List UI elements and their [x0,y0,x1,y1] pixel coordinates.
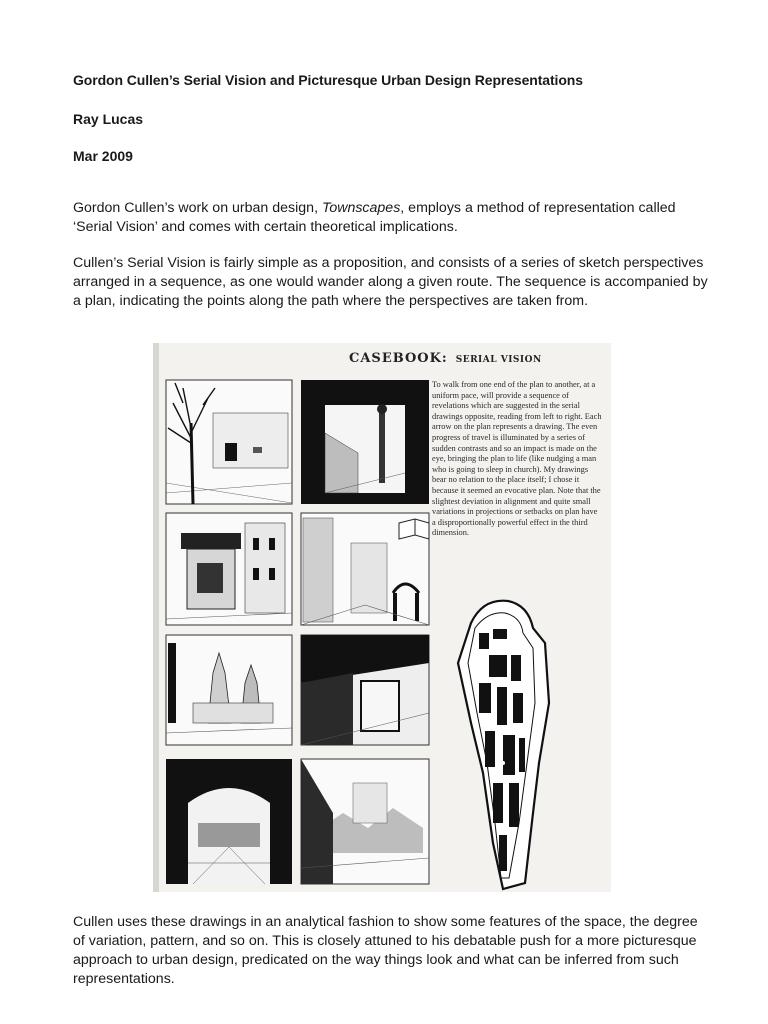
sketch-panel-arch [301,635,429,745]
scan-edge [153,343,159,892]
paragraph-intro-end: , employs a method of representation called ‘Serial Vision’ and comes with certain theoretical implications. [73,200,676,235]
sketch-panel-towers [166,635,292,745]
paragraph-analysis: Cullen uses these drawings in an analytical fashion to show some features of the space, the degree of variation, pattern, and so on. This is closely attuned to his debatable push for a more picturesque approach to urban design, predicated on the way things look and what can be inferred from such representations. [73,914,698,987]
townscapes-italic: Townscapes [321,200,401,216]
casebook-subtitle: SERIAL VISION [455,355,542,365]
casebook-title: CASEBOOK: [349,351,448,366]
route-plan-map [458,601,549,889]
casebook-figure [153,343,611,892]
sketch-panel-tree [166,380,292,504]
paragraph-serial-vision: Cullen’s Serial Vision is fairly simple as a proposition, and consists of a series of sketch perspectives arranged in a sequence, as one would wander along a given route. The sequence is accompanied by a plan, indicating the points along the path where the perspectives are taken from. [73,255,708,309]
sketch-panel-archway [166,759,292,884]
document-author: Ray Lucas [73,111,144,127]
sketch-panel-column [301,380,429,504]
document-date: Mar 2009 [73,148,133,164]
paragraph-intro [73,199,713,237]
document-title: Gordon Cullen’s Serial Vision and Picturesque Urban Design Representations [73,72,583,88]
sketch-panel-pedestal [166,513,292,625]
casebook-heading [349,351,542,366]
paragraph-intro-start: Gordon Cullen’s work on urban design, [73,200,322,216]
casebook-caption: To walk from one end of the plan to another, at a uniform pace, will provide a sequence of revelations which are suggested in the serial drawings opposite, reading from left to right. Each arrow on the plan represents a drawing. The even progress of travel is illuminated by a series of sudden contrasts and so an impact is made on the eye, bringing the plan to life (like nudging a man who is going to sleep in church). My drawings bear no relation to the place itself; I chose it because it seemed an evocative plan. Note that the slightest deviation in alignment and quite small variations in projections or setbacks on plan have a disproportionally powerful effect in the third dimension. [432,380,602,538]
sketch-panel-landscape [301,759,429,884]
